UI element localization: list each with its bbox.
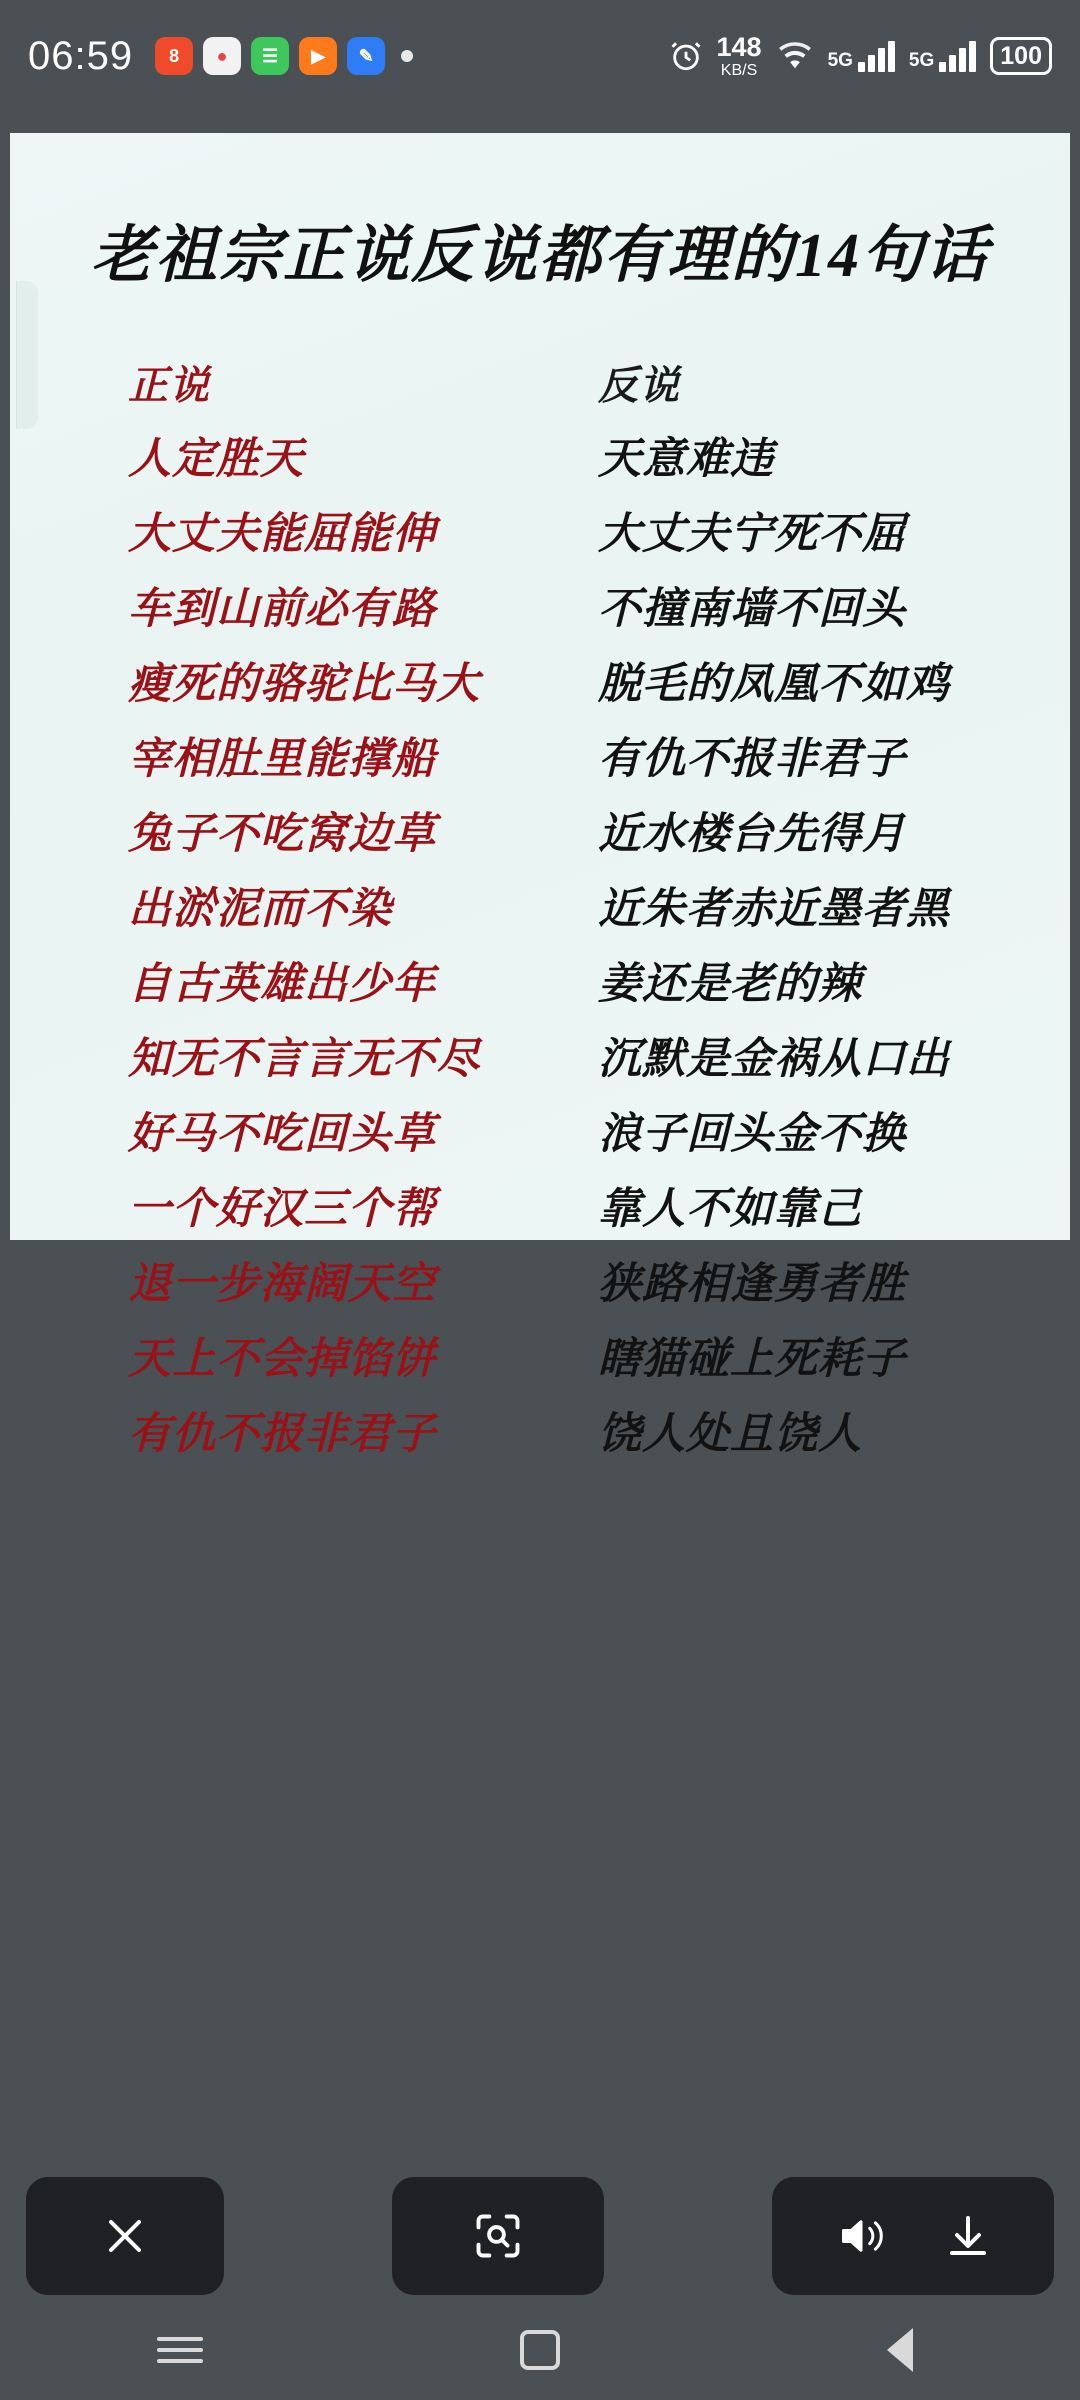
- table-row: [128, 575, 1070, 636]
- saying-positive: 兔子不吃窝边草: [128, 811, 436, 858]
- table-row: [128, 1025, 1070, 1086]
- sim1-signal: [828, 40, 895, 72]
- app-icon-map-glyph: ●: [216, 45, 228, 66]
- more-notifications-dot-icon: [401, 50, 413, 62]
- sound-download-group[interactable]: [772, 2177, 1054, 2295]
- table-row: [128, 650, 1070, 711]
- table-row: [128, 425, 1070, 486]
- table-row: [128, 800, 1070, 861]
- status-bar: [0, 0, 1080, 112]
- saying-positive: 出淤泥而不染: [128, 886, 392, 933]
- table-row: [128, 1175, 1070, 1236]
- saying-positive: 天上不会掉馅饼: [128, 1336, 436, 1383]
- saying-positive: 有仇不报非君子: [128, 1411, 436, 1458]
- app-icon-blue[interactable]: [347, 37, 385, 75]
- sim2-signal: [909, 40, 976, 72]
- column-header-negative: 反说: [598, 363, 680, 408]
- saying-positive: 退一步海阔天空: [128, 1261, 436, 1308]
- network-speed-unit: KB/S: [720, 61, 758, 79]
- table-row: [128, 1325, 1070, 1386]
- speaker-icon[interactable]: [834, 2212, 888, 2260]
- saying-positive: 瘦死的骆驼比马大: [128, 661, 480, 708]
- table-row: [128, 875, 1070, 936]
- saying-positive: 宰相肚里能撑船: [128, 736, 436, 783]
- sayings-table: [10, 354, 1070, 1461]
- close-button[interactable]: [26, 2177, 224, 2295]
- wifi-icon: [776, 41, 814, 71]
- saying-positive: 一个好汉三个帮: [128, 1186, 436, 1233]
- saying-negative: 不撞南墙不回头: [598, 586, 906, 633]
- app-icon-blue-glyph: ✎: [358, 45, 374, 66]
- saying-positive: 知无不言言无不尽: [128, 1036, 480, 1083]
- lens-scan-icon: [472, 2210, 524, 2262]
- saying-negative: 大丈夫宁死不屈: [598, 511, 906, 558]
- home-icon: [520, 2330, 560, 2370]
- battery-indicator: [990, 37, 1052, 75]
- table-row: [128, 1100, 1070, 1161]
- status-right-group: [669, 31, 1053, 79]
- saying-negative: 近朱者赤近墨者黑: [598, 886, 950, 933]
- table-row: [128, 1250, 1070, 1311]
- saying-negative: 沉默是金祸从口出: [598, 1036, 950, 1083]
- back-icon: [887, 2328, 913, 2372]
- app-icon-red[interactable]: [155, 37, 193, 75]
- download-icon[interactable]: [944, 2212, 992, 2260]
- saying-positive: 人定胜天: [128, 436, 304, 483]
- notification-icons[interactable]: [155, 37, 413, 75]
- sim2-bars-icon: [939, 40, 976, 72]
- saying-negative: 天意难违: [598, 436, 774, 483]
- app-icon-map[interactable]: [203, 37, 241, 75]
- saying-negative: 姜还是老的辣: [598, 961, 862, 1008]
- saying-negative: 靠人不如靠己: [598, 1186, 862, 1233]
- app-icon-green-glyph: ☰: [262, 45, 279, 66]
- recents-icon: [157, 2330, 203, 2370]
- app-icon-orange[interactable]: [299, 37, 337, 75]
- status-clock: 06:59: [28, 33, 134, 78]
- lens-scan-button[interactable]: [392, 2177, 604, 2295]
- app-icon-orange-glyph: ▶: [311, 45, 326, 66]
- saying-negative: 脱毛的凤凰不如鸡: [598, 661, 950, 708]
- image-action-bar: [26, 2177, 1054, 2295]
- sim1-network-label: 5G: [827, 50, 853, 71]
- table-row: [128, 500, 1070, 561]
- network-speed-value: 148: [716, 31, 762, 62]
- network-speed: [716, 31, 762, 79]
- saying-negative: 饶人处且饶人: [598, 1411, 862, 1458]
- app-icon-red-glyph: 8: [169, 45, 180, 66]
- saying-positive: 好马不吃回头草: [128, 1111, 436, 1158]
- saying-positive: 自古英雄出少年: [128, 961, 436, 1008]
- saying-negative: 瞎猫碰上死耗子: [598, 1336, 906, 1383]
- close-icon: [101, 2212, 149, 2260]
- android-nav-bar: [0, 2300, 1080, 2400]
- column-header-positive: 正说: [128, 363, 210, 408]
- saying-positive: 大丈夫能屈能伸: [128, 511, 436, 558]
- sim2-network-label: 5G: [908, 50, 935, 71]
- recents-button[interactable]: [120, 2300, 240, 2400]
- saying-negative: 狭路相逢勇者胜: [598, 1261, 906, 1308]
- table-row: [128, 725, 1070, 786]
- table-row: [128, 950, 1070, 1011]
- alarm-icon: [669, 39, 703, 73]
- home-button[interactable]: [480, 2300, 600, 2400]
- image-viewer[interactable]: [10, 133, 1070, 1458]
- table-row: [128, 1400, 1070, 1461]
- app-icon-green[interactable]: [251, 37, 289, 75]
- saying-negative: 浪子回头金不换: [598, 1111, 906, 1158]
- battery-level: 100: [1000, 41, 1042, 70]
- saying-negative: 近水楼台先得月: [598, 811, 906, 858]
- back-button[interactable]: [840, 2300, 960, 2400]
- sim1-bars-icon: [858, 40, 895, 72]
- page-title: 老祖宗正说反说都有理的14句话: [90, 222, 989, 290]
- table-header-row: [128, 354, 1070, 411]
- saying-negative: 有仇不报非君子: [598, 736, 906, 783]
- saying-positive: 车到山前必有路: [128, 586, 436, 633]
